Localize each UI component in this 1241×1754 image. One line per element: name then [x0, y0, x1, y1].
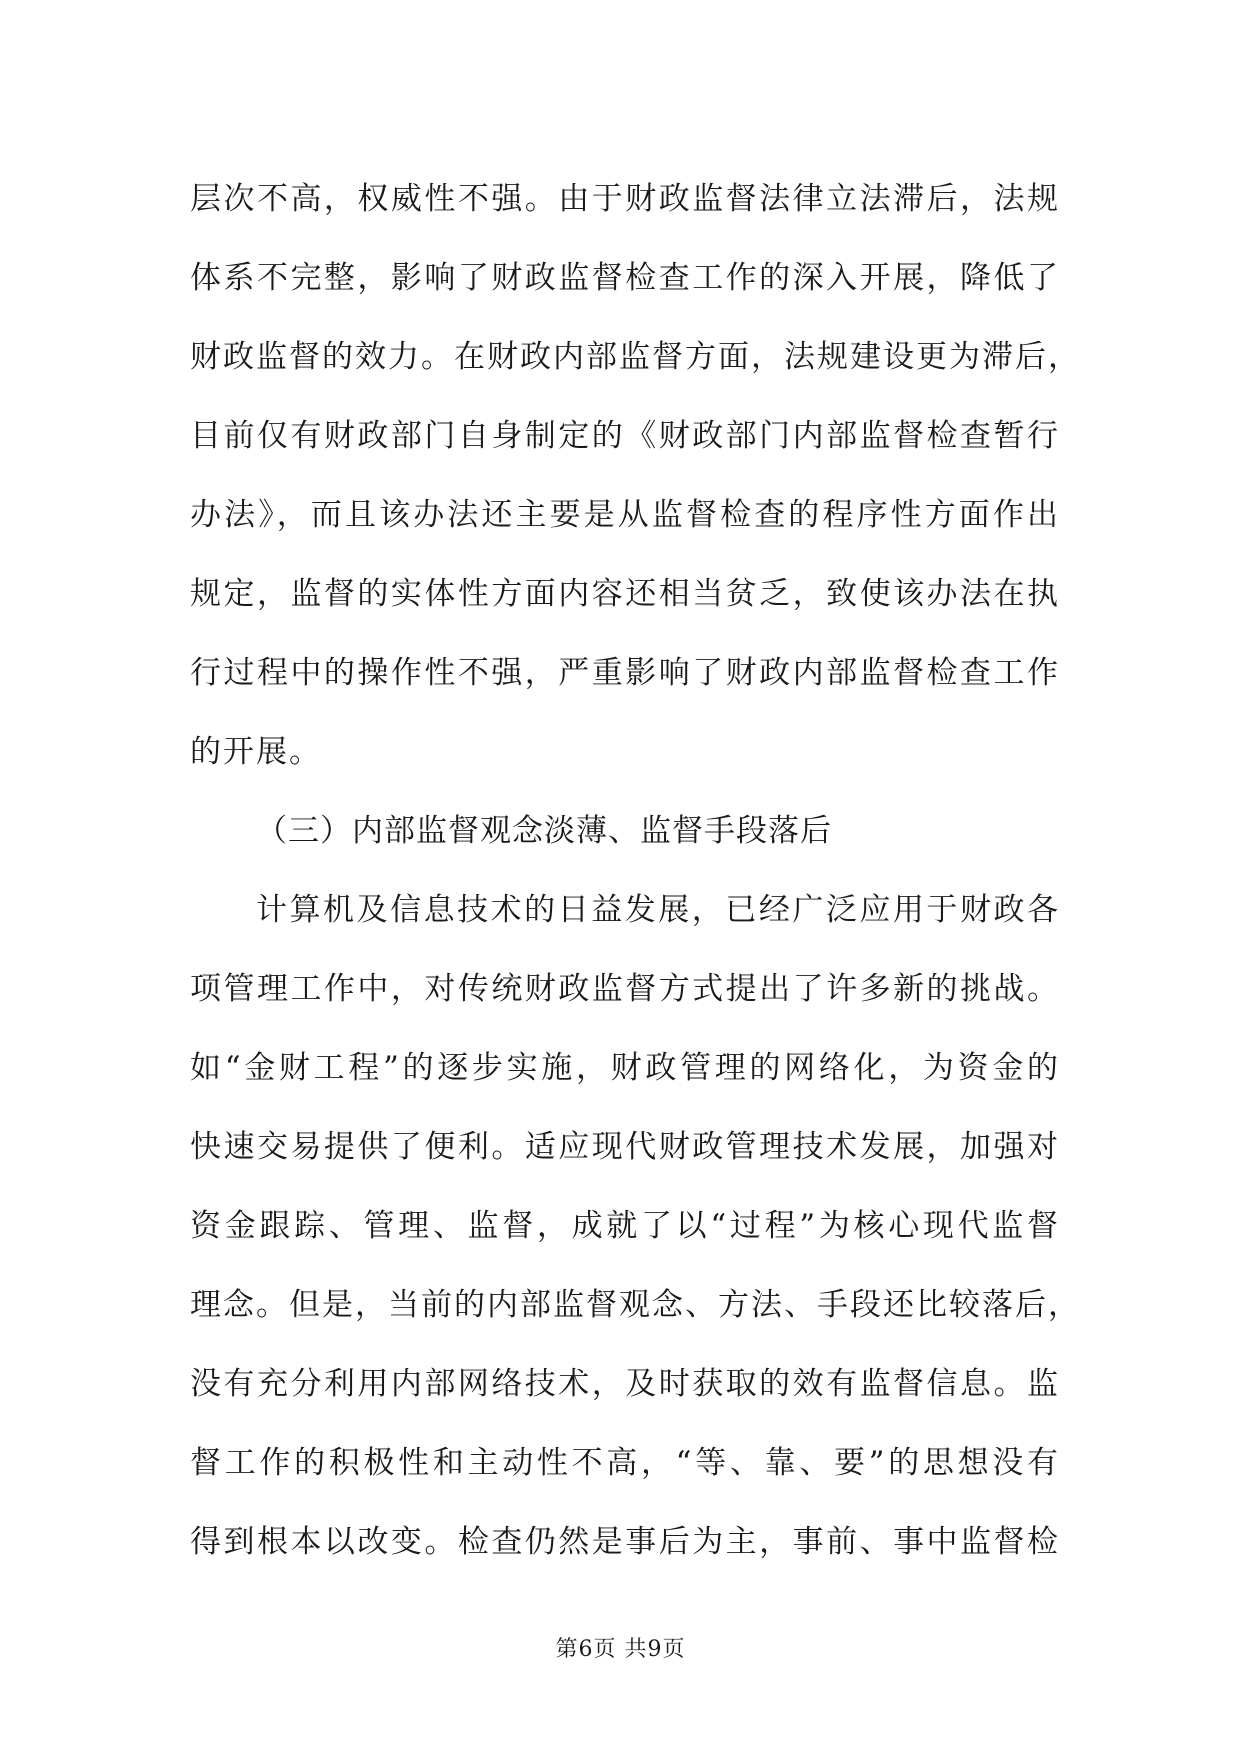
text-line: 目前仅有财政部门自身制定的《财政部门内部监督检查暂行: [190, 418, 1060, 454]
text-line: 层次不高，权威性不强。由于财政监督法律立法滞后，法规: [190, 181, 1060, 217]
text-line: 体系不完整，影响了财政监督检查工作的深入开展，降低了: [190, 260, 1060, 296]
text-line: 理念。但是，当前的内部监督观念、方法、手段还比较落后，: [190, 1287, 1081, 1323]
text-line: 计算机及信息技术的日益发展，已经广泛应用于财政各: [256, 892, 1060, 928]
text-line: 办法》，而且该办法还主要是从监督检查的程序性方面作出: [190, 497, 1060, 533]
text-line: 得到根本以改变。检查仍然是事后为主，事前、事中监督检: [190, 1524, 1060, 1560]
page-number-footer: 第6页 共9页: [555, 1637, 686, 1662]
text-line: 没有充分利用内部网络技术，及时获取的效有监督信息。监: [190, 1366, 1060, 1402]
text-line: 督工作的积极性和主动性不高，“等、靠、要”的思想没有: [190, 1445, 1060, 1481]
text-line: 资金跟踪、管理、监督，成就了以“过程”为核心现代监督: [190, 1208, 1060, 1244]
section-heading: （三）内部监督观念淡薄、监督手段落后: [256, 813, 832, 849]
text-line: 项管理工作中，对传统财政监督方式提出了许多新的挑战。: [190, 971, 1060, 1007]
text-line: 财政监督的效力。在财政内部监督方面，法规建设更为滞后，: [190, 339, 1081, 375]
text-line: 规定，监督的实体性方面内容还相当贫乏，致使该办法在执: [190, 576, 1060, 612]
document-body: [190, 160, 1081, 1582]
text-line: 如“金财工程”的逐步实施，财政管理的网络化，为资金的: [190, 1050, 1060, 1086]
text-line: 的开展。: [190, 734, 322, 770]
text-line: 行过程中的操作性不强，严重影响了财政内部监督检查工作: [190, 655, 1060, 691]
text-line: 快速交易提供了便利。适应现代财政管理技术发展，加强对: [190, 1129, 1060, 1165]
